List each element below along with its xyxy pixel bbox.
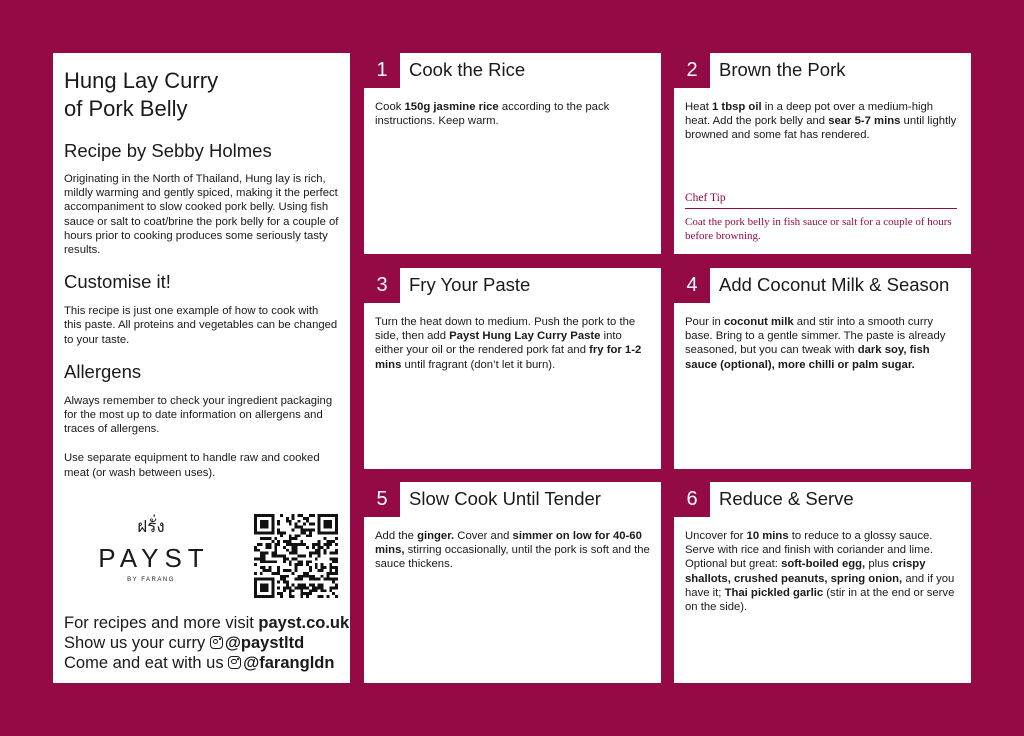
step-title: Slow Cook Until Tender (409, 488, 601, 509)
recipe-title-line2: of Pork Belly (64, 96, 188, 121)
instagram-icon (210, 636, 223, 649)
footer-instagram-farang-line (64, 653, 349, 673)
step-number: 4 (674, 268, 710, 303)
step-number: 6 (674, 482, 710, 517)
step-body: Turn the heat down to medium. Push the pork to the side, then add Payst Hung Lay Curry Paste into either your oil or the rendered pork fat and fry for 1-2 mins until fragrant (don’t let it burn). (375, 316, 642, 371)
step-body: Heat 1 tbsp oil in a deep pot over a medium-high heat. Add the pork belly and sear 5-7 mins until lightly browned and some fat has rendered. (685, 101, 957, 142)
footer-website-line (64, 613, 349, 633)
logo-brand-name: PAYST (98, 543, 210, 573)
customise-heading: Customise it! (64, 271, 171, 293)
footer-farang-prefix: Come and eat with us (64, 654, 229, 672)
step-card-5 (364, 482, 661, 683)
website-link[interactable]: payst.co.uk (258, 614, 350, 632)
instagram-icon (228, 656, 241, 669)
farang-instagram-handle[interactable]: @farangldn (243, 654, 335, 672)
step-body: Cook 150g jasmine rice according to the pack instructions. Keep warm. (375, 101, 610, 128)
logo-thai-text: ฝรั่ง (137, 517, 165, 537)
footer-instagram-payst-line (64, 633, 349, 653)
step-title: Add Coconut Milk & Season (719, 274, 950, 295)
step-number: 3 (364, 268, 400, 303)
step-number: 2 (674, 53, 710, 88)
step-title: Reduce & Serve (719, 488, 854, 509)
step-title: Cook the Rice (409, 59, 526, 80)
footer-payst-prefix: Show us your curry (64, 634, 210, 652)
payst-logo (81, 517, 221, 583)
step-title: Brown the Pork (719, 59, 846, 80)
qr-code[interactable] (254, 514, 338, 598)
step-card-4 (674, 268, 971, 469)
step-number: 5 (364, 482, 400, 517)
chef-tip (685, 191, 957, 243)
step-body: Pour in coconut milk and stir into a smooth curry base. Bring to a gentle simmer. The paste is already seasoned, but you can tweak with dark soy, fish sauce (optional), more chilli or palm sugar. (685, 316, 946, 371)
allergens-heading: Allergens (64, 360, 142, 382)
logo-byline: BY FARANG (127, 577, 175, 583)
recipe-intro: Originating in the North of Thailand, Hung lay is rich, mildly warming and gently spiced, making it the perfect accompaniment to slow cooked pork belly. Using fish sauce or salt to coat/brine the pork belly for a couple of hours prior to cooking produces some seriously tasty results. (64, 173, 339, 257)
step-body: Uncover for 10 mins to reduce to a glossy sauce. Serve with rice and finish with coriander and lime. Optional but great: soft-boiled egg, plus crispy shallots, crushed peanuts, spring onion, and if you have it; Thai pickled garlic (stir in at the end or serve on the side). (685, 530, 955, 614)
recipe-author: Recipe by Sebby Holmes (64, 140, 272, 161)
chef-tip-label: Chef Tip (685, 191, 957, 209)
chef-tip-text: Coat the pork belly in fish sauce or salt for a couple of hours before browning. (685, 216, 952, 242)
recipe-info-panel (53, 53, 350, 683)
recipe-title (64, 67, 339, 123)
step-title: Fry Your Paste (409, 274, 531, 295)
footer-links (64, 613, 349, 673)
step-card-3 (364, 268, 661, 469)
allergens-text: Always remember to check your ingredient packaging for the most up to date information on allergens and traces of allergens. (64, 394, 333, 436)
step-card-2 (674, 53, 971, 254)
step-card-6 (674, 482, 971, 683)
step-body: Add the ginger. Cover and simmer on low for 40-60 mins, stirring occasionally, until the pork is soft and the sauce thickens. (375, 530, 650, 571)
equipment-text: Use separate equipment to handle raw and cooked meat (or wash between uses). (64, 452, 320, 479)
step-card-1 (364, 53, 661, 254)
customise-text: This recipe is just one example of how to cook with this paste. All proteins and vegetables can be changed to your taste. (64, 305, 338, 346)
step-number: 1 (364, 53, 400, 88)
recipe-title-line1: Hung Lay Curry (64, 68, 219, 93)
footer-website-prefix: For recipes and more visit (64, 614, 259, 632)
payst-instagram-handle[interactable]: @paystltd (224, 634, 305, 652)
